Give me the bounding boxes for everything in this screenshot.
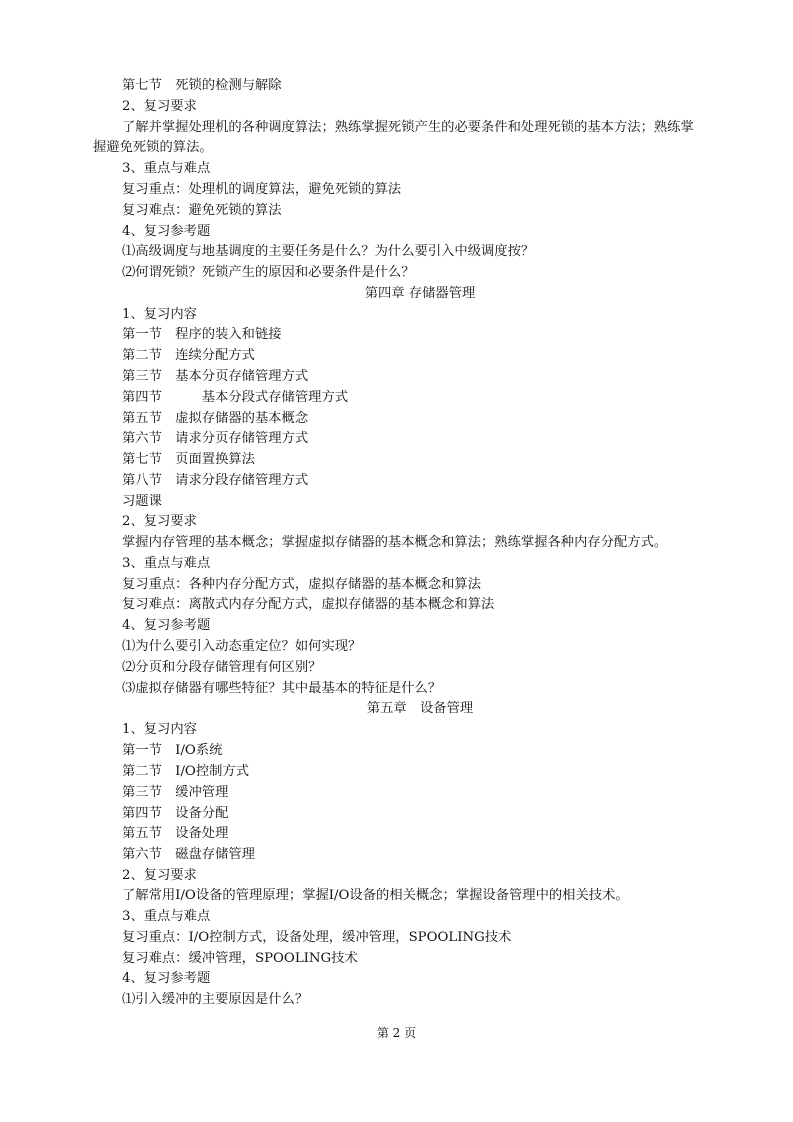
text-line: 3、重点与难点 [122,161,211,176]
text-line: 复习重点：处理机的调度算法，避免死锁的算法 [122,182,402,197]
text-line: 2、复习要求 [122,514,197,529]
text-line: ⑴引入缓冲的主要原因是什么？ [122,992,309,1007]
text-line: 第五节 设备处理 [122,826,229,841]
text-line: 第八节 请求分段存储管理方式 [122,473,309,488]
text-line: 3、重点与难点 [122,909,211,924]
text-line: 4、复习参考题 [122,618,211,633]
text-line: 复习重点：I/O控制方式，设备处理，缓冲管理，SPOOLING技术 [122,930,512,945]
text-line: 第四节 基本分段式存储管理方式 [122,390,349,405]
text-line: 复习难点：避免死锁的算法 [122,203,282,218]
text-line: 复习难点：缓冲管理，SPOOLING技术 [122,951,358,966]
text-line: 了解并掌握处理机的各种调度算法；熟练掌握死锁产生的必要条件和处理死锁的基本方法；熟练掌 [122,120,694,135]
text-line: 了解常用I/O设备的管理原理；掌握I/O设备的相关概念；掌握设备管理中的相关技术。 [122,888,629,903]
text-line: 2、复习要求 [122,99,197,114]
text-line: 习题课 [122,494,162,509]
page-number: 第 2 页 [376,1026,417,1040]
text-line: 3、重点与难点 [122,556,211,571]
text-line: 第二节 连续分配方式 [122,348,255,363]
text-line: 第五节 虚拟存储器的基本概念 [122,411,309,426]
text-line: 4、复习参考题 [122,224,211,239]
text-line: ⑴高级调度与地基调度的主要任务是什么？为什么要引入中级调度按？ [122,244,535,259]
text-line: 掌握内存管理的基本概念；掌握虚拟存储器的基本概念和算法；熟练掌握各种内存分配方式。 [122,535,668,550]
text-line: 复习难点：离散式内存分配方式，虚拟存储器的基本概念和算法 [122,597,495,612]
text-line: 握避免死锁的算法。 [93,140,213,155]
text-line: ⑶虚拟存储器有哪些特征？其中最基本的特征是什么？ [122,681,442,696]
text-line: 2、复习要求 [122,868,197,883]
text-line: 第三节 基本分页存储管理方式 [122,369,309,384]
text-line: 第三节 缓冲管理 [122,785,229,800]
text-line: 第七节 死锁的检测与解除 [122,78,282,93]
text-line: 复习重点：各种内存分配方式，虚拟存储器的基本概念和算法 [122,577,482,592]
text-line: 第六节 请求分页存储管理方式 [122,431,309,446]
text-line: ⑴为什么要引入动态重定位？如何实现？ [122,639,362,654]
text-line: 第七节 页面置换算法 [122,452,255,467]
text-line: 4、复习参考题 [122,971,211,986]
text-line: 第六节 磁盘存储管理 [122,847,255,862]
text-line: 1、复习内容 [122,307,197,322]
text-line: 第四节 设备分配 [122,806,229,821]
text-line: 第一节 程序的装入和链接 [122,327,282,342]
chapter-heading: 第四章 存储器管理 [364,286,476,301]
text-line: 第二节 I/O控制方式 [122,764,250,779]
text-line: ⑵何谓死锁？死锁产生的原因和必要条件是什么？ [122,265,415,280]
text-line: ⑵分页和分段存储管理有何区别？ [122,660,322,675]
chapter-heading: 第五章 设备管理 [366,701,474,716]
text-line: 第一节 I/O系统 [122,743,223,758]
text-line: 1、复习内容 [122,722,197,737]
